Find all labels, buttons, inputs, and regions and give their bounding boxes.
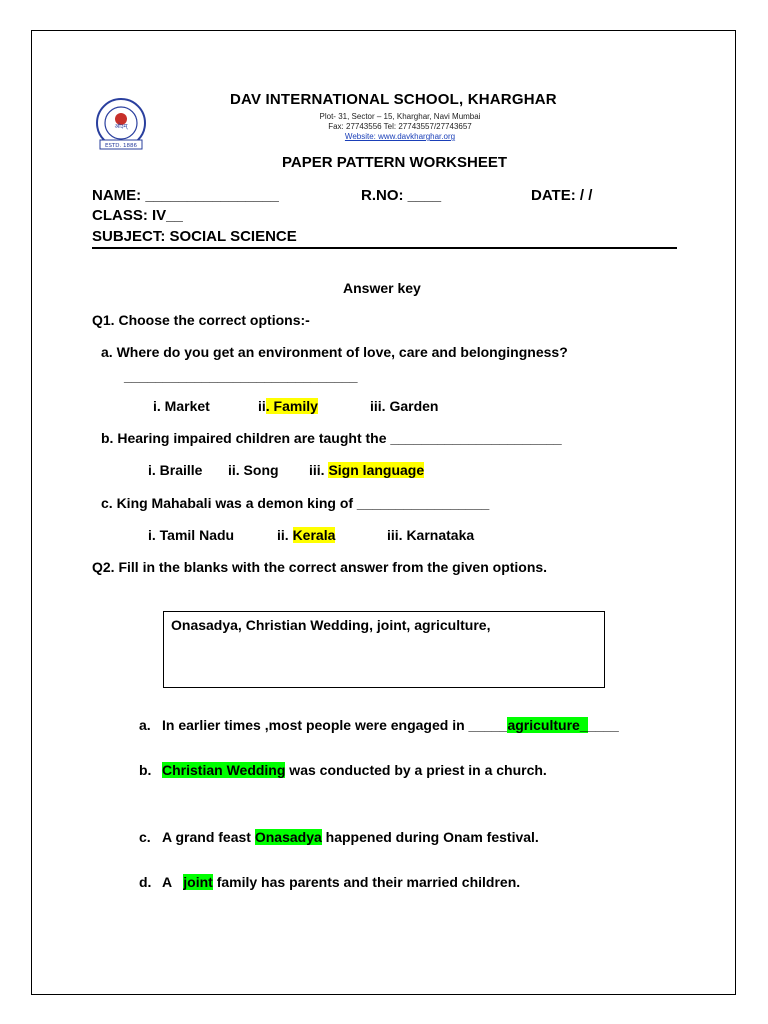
q2d-text-before: A	[162, 874, 184, 890]
word-bank-text: Onasadya, Christian Wedding, joint, agriculture,	[171, 617, 491, 633]
address-line-1: Plot- 31, Sector – 15, Kharghar, Navi Mumbai	[319, 112, 481, 121]
q2b-marker: b.	[139, 762, 152, 778]
worksheet-title: PAPER PATTERN WORKSHEET	[282, 154, 508, 171]
q1b-option-3	[309, 462, 424, 478]
q1-heading: Q1. Choose the correct options:-	[92, 312, 310, 328]
q2c-text-after: happened during Onam festival.	[321, 829, 539, 845]
q2b-answer-highlight: Christian Wedding	[162, 762, 286, 778]
subject-field: SUBJECT: SOCIAL SCIENCE	[92, 228, 297, 245]
logo-center-text: ओ३म्	[114, 123, 128, 130]
website-link[interactable]: Website: www.davkharghar.org	[344, 132, 456, 141]
q2a-sentence	[162, 717, 619, 733]
q2b-sentence	[162, 762, 547, 778]
q2c-sentence	[162, 829, 539, 845]
q2d-marker: d.	[139, 874, 152, 890]
q2-heading: Q2. Fill in the blanks with the correct answer from the given options.	[92, 559, 548, 575]
q1b-option-2: ii. Song	[228, 462, 279, 478]
q2a-text-after: ____	[587, 717, 619, 733]
q1c-option-2-prefix: ii.	[277, 527, 293, 543]
q1b-option-1: i. Braille	[148, 462, 203, 478]
q1a-question: a. Where do you get an environment of love, care and belongingness?	[101, 344, 568, 360]
answer-key-label: Answer key	[343, 280, 421, 296]
q2d-answer-highlight: joint	[183, 874, 213, 890]
q1a-blank: ______________________________	[124, 368, 358, 384]
q1c-option-3: iii. Karnataka	[387, 527, 475, 543]
logo-estd-text: ESTD. 1886	[104, 143, 138, 149]
q1a-option-1: i. Market	[153, 398, 210, 414]
q1c-option-1: i. Tamil Nadu	[148, 527, 235, 543]
q1c-question: c. King Mahabali was a demon king of _________________	[101, 495, 490, 511]
q2a-answer-highlight: agriculture_	[507, 717, 588, 733]
q1c-option-2	[277, 527, 335, 543]
school-logo	[92, 96, 150, 154]
roll-no-field[interactable]: R.NO: ____	[361, 187, 442, 204]
q2c-marker: c.	[139, 829, 151, 845]
address-line-2: Fax: 27743556 Tel: 27743557/27743657	[328, 122, 472, 131]
q1a-option-3: iii. Garden	[370, 398, 439, 414]
name-field[interactable]: NAME: ________________	[92, 187, 279, 204]
q1a-option-2-prefix: ii	[258, 398, 266, 414]
q2d-sentence	[162, 874, 520, 890]
q2a-text-before: In earlier times ,most people were engaged in _____	[162, 717, 508, 733]
class-field[interactable]: CLASS: IV__	[92, 207, 183, 224]
q1b-question: b. Hearing impaired children are taught the ______________________	[101, 430, 562, 446]
header-rule	[92, 247, 677, 249]
q2c-answer-highlight: Onasadya	[254, 829, 322, 845]
q1a-option-2	[258, 398, 318, 414]
q2b-text-after: was conducted by a priest in a church.	[285, 762, 547, 778]
q1b-answer-highlight: Sign language	[328, 462, 425, 478]
page-border	[31, 30, 736, 995]
q2a-marker: a.	[139, 717, 151, 733]
q1a-answer-highlight: . Family	[265, 398, 318, 414]
q2c-text-before: A grand feast	[162, 829, 255, 845]
q2d-text-after: family has parents and their married children.	[212, 874, 521, 890]
date-field[interactable]: DATE: / /	[531, 187, 593, 204]
school-name: DAV INTERNATIONAL SCHOOL, KHARGHAR	[230, 91, 557, 108]
q1c-answer-highlight: Kerala	[292, 527, 336, 543]
q1b-option-3-prefix: iii.	[309, 462, 329, 478]
